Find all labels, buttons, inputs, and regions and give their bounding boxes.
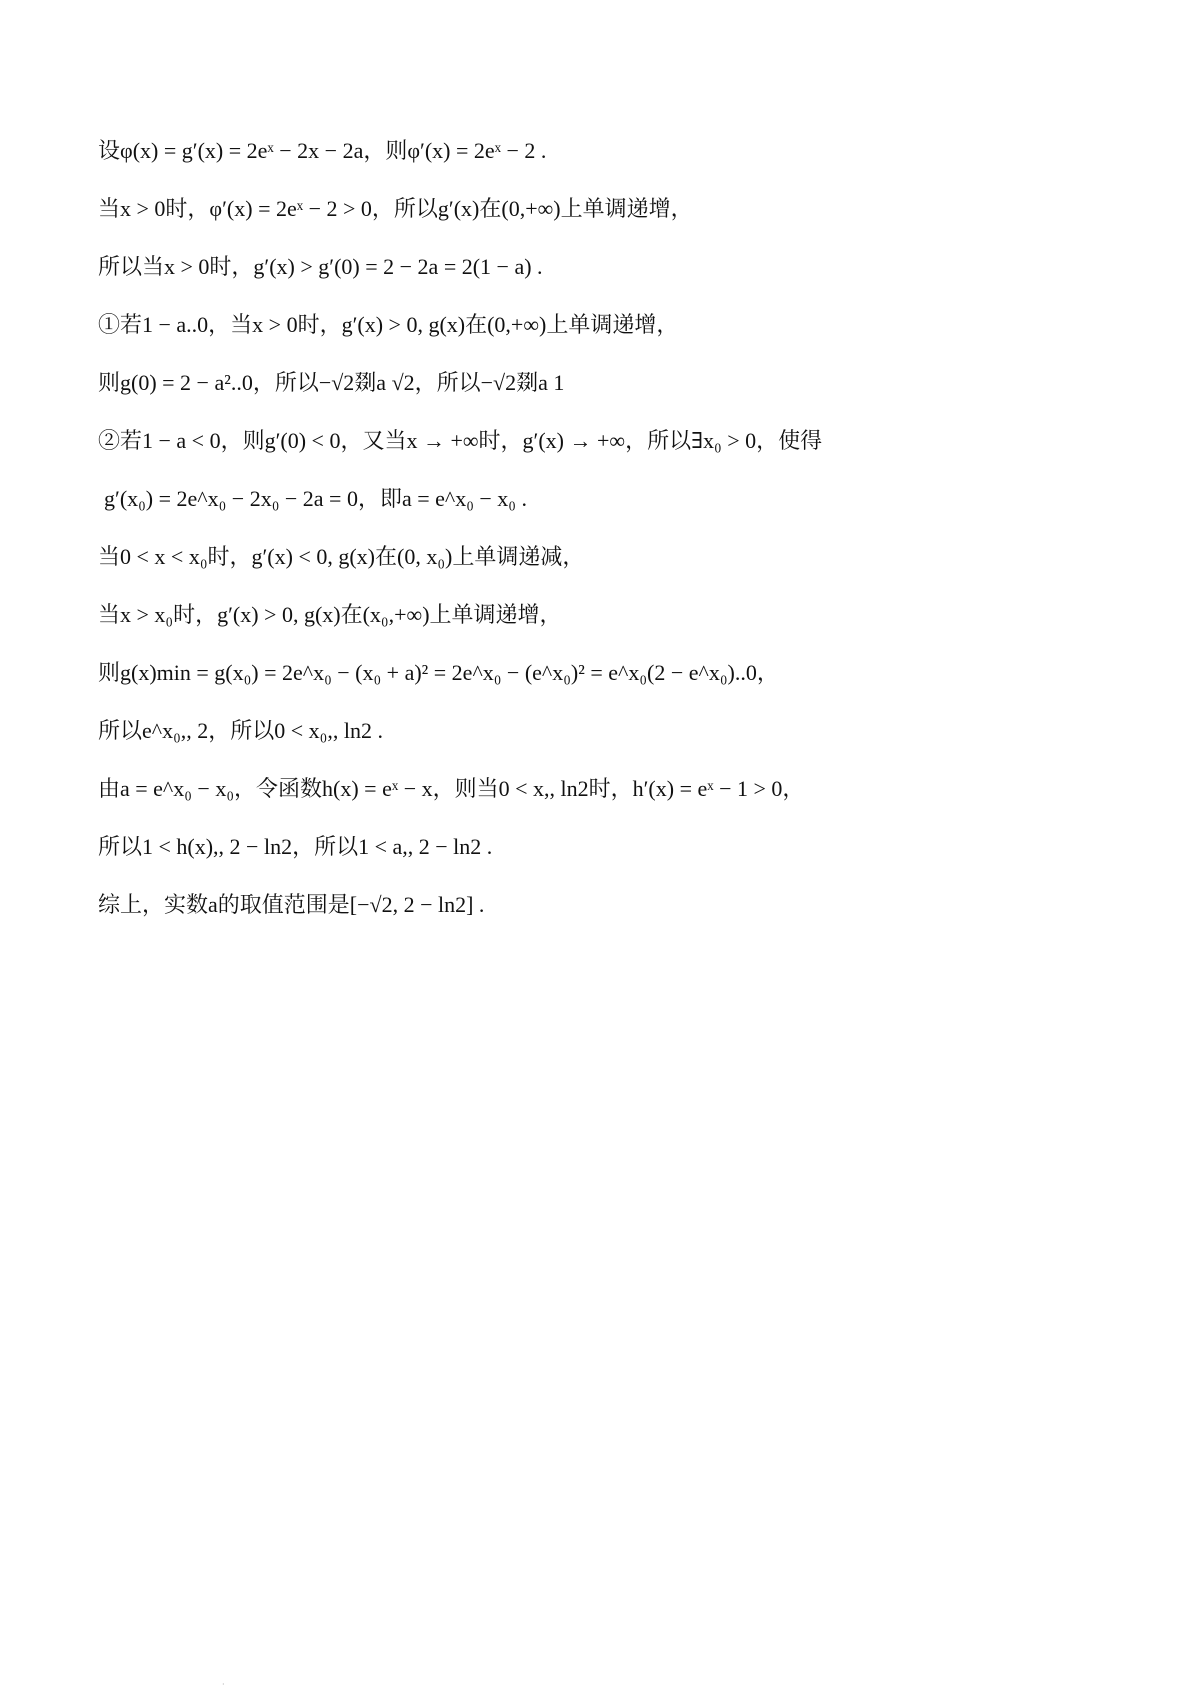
text-line-13: 所以1 < h(x),, 2 − ln2，所以1 < a,, 2 − ln2 .: [98, 834, 493, 859]
text-line-6: ②若1 − a < 0，则g′(0) < 0，又当x → +∞时，g′(x) → +∞，所以∃x₀ > 0，使得: [98, 428, 823, 453]
text-line-5: 则g(0) = 2 − a²..0，所以−√2剟a √2，所以−√2剟a 1: [98, 370, 565, 395]
text-line-7: g′(x₀) = 2e^x₀ − 2x₀ − 2a = 0，即a = e^x₀ − x₀ .: [104, 486, 527, 511]
text-line-2: 当x > 0时，φ′(x) = 2eˣ − 2 > 0，所以g′(x)在(0,+∞)上单调递增，: [98, 196, 693, 221]
text-line-3: 所以当x > 0时，g′(x) > g′(0) = 2 − 2a = 2(1 − a) .: [98, 254, 543, 279]
text-line-8: 当0 < x < x₀时，g′(x) < 0, g(x)在(0, x₀)上单调递减，: [98, 544, 585, 569]
text-line-14: 综上，实数a的取值范围是[−√2, 2 − ln2] .: [98, 892, 485, 917]
text-line-1: 设φ(x) = g′(x) = 2eˣ − 2x − 2a，则φ′(x) = 2eˣ − 2 .: [98, 138, 547, 163]
text-line-12: 由a = e^x₀ − x₀，令函数h(x) = eˣ − x，则当0 < x,, ln2时，h′(x) = eˣ − 1 > 0，: [98, 776, 805, 801]
page-mark: ·: [222, 1680, 225, 1689]
text-line-11: 所以e^x₀,, 2，所以0 < x₀,, ln2 .: [98, 718, 383, 743]
text-line-4: ①若1 − a..0，当x > 0时，g′(x) > 0, g(x)在(0,+∞)上单调递增，: [98, 312, 679, 337]
text-line-10: 则g(x)min = g(x₀) = 2e^x₀ − (x₀ + a)² = 2e^x₀ − (e^x₀)² = e^x₀(2 − e^x₀)..0，: [98, 660, 779, 685]
text-line-9: 当x > x₀时，g′(x) > 0, g(x)在(x₀,+∞)上单调递增，: [98, 602, 562, 627]
